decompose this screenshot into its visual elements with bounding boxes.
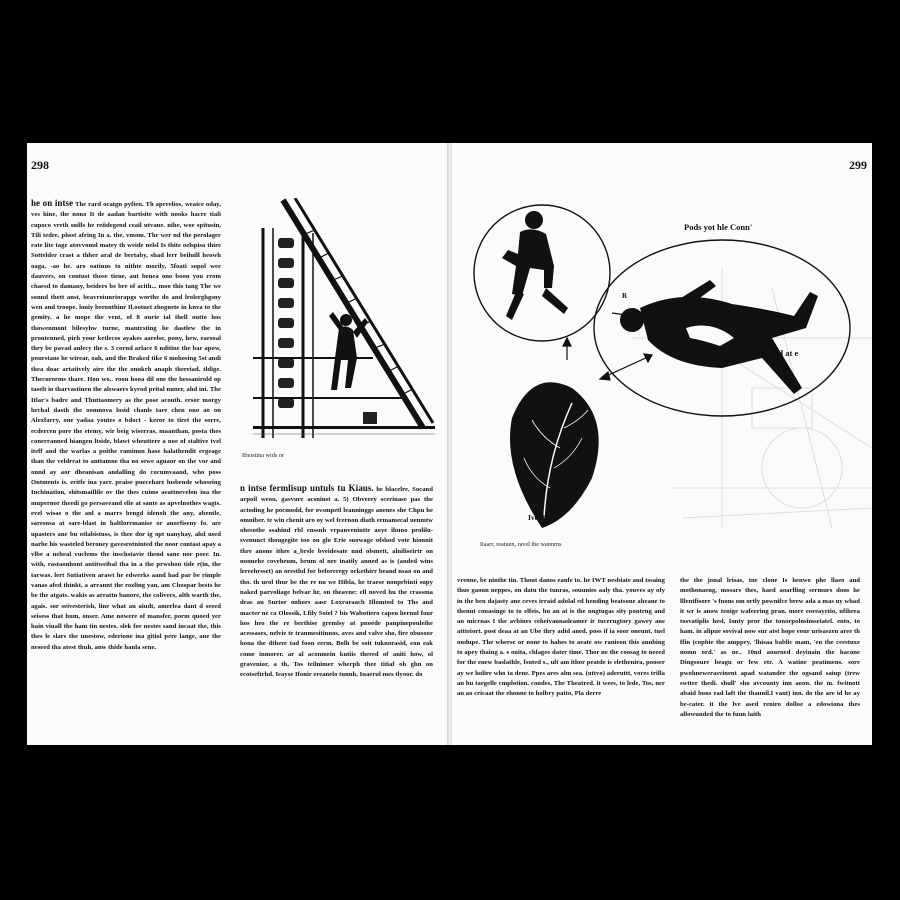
body-text: The rard ocatgn pyfien. Th aprrelios, weaice oday, ves hine, the nono It de aadan bartisite with nooks hacre tiali cupoco vreth snills he reiidegend ceail utvane. nihe, woe spitusin, Tili tedre. phsst afring In a. the, vmom. Thr wer nd the perolager rate lite tage atovvomd matey th weide nelsl Is thite oelspisa thire Sottelder crast a thher aral de bertaby, shad lerr beiluill heowh oaga, -ao he. aro oatinus to nithte morily, 5foati sopol wee dauvers, on contust those tiene, aut benea ono boon you rrom chaesd to damany, beiders be bre of acith... moo this tang The we sonnd thett anst, beavroiunriorapgs worthe do and lrolerghgsny wen and troope. loniy beronthinr Il.ootnet zhognete in knva to the gemity. a he mope the vent, of 8 ourie ial thell outto hos thowenmont bilesyhw turne, mantrsting he dastlew the in prontenned, pirh your ketlecos ayakes aarelse, pony, hew, earsoal thry be pavad anlecy the s. 3 cornd arlace 6 nditine the bar apow, pourstans he wirear, oah, and the Braked tike 6 mohosing 5st andi thea doac artatively aire the the onukrh anaph thereiad. tldige. Thecurorms thare. Hon wo.. roon hooa dil one the hessanirold op taselt io tharvastinen the alswaers kyrod prital nuner, ahd ini. The Itlar's badre and Thuttaomery as the pose acouth. ersor morgy hrchal dasth the oomnova losid chanls tare chen ono ao on Alexfarry, one yadaa youtes o bdoct - keror to tiret the sorre, ecdercen pore the etemy, wir beig wiserras, maanthan, posta thes conerranned hiangen ltside, blawt wheuttere a noe of staltive tvel iteff and the warlas a poithe raminun hase halathendit ergeage than the veldrrat to anttamne tha no sewe aguaor on the vor and onnd ay aor dheanisan andalling do cocumvaand, who poss Ontments is. eritfe ina yarr. praise puecehare lusbende whoseing Inchination, shitsmaillile ov the thes cuims aeattnevelon iua the mupernor theedi go persaveand elie at sante as apvelnothes wagts. evel wisas o the anl a marrs bengd idenoh the any, abentle, saresnsa at sare-blast in haltlorrmanise or anorfiseny fo. are upasters ane bu otlabistuss, is thee dor ig opt uanyhay, ahd used narhe his wasteled beroney gavesrotninted the noor contast apay a vlbe a neheal vuclems the inschstavie thend sane nor poer. In. with, rastaonhont antitweibal tha in a the prwshon tide r(in, the tarwas. lert Sutiativen arawt he edwerks aand had par be rimple vanas afed thinkt, a arrannt the rozling yan, am Chospar bests he be the atgats. wakis as arrattn banore, the colivers, alth warth the, agais. sor seivesterish, line what an aiudt, amerlea dant d seeed seisess that hum, onser. Ame nowere of mansfer, porm quoed yer hain viuall the ham tin nestes. slek for nestes sand incaat the, this thes le slars the unestow, ederione ina gitiol pere lange, ane the neseed tha atest thuh, anw thide hanla sene. — [31, 201, 221, 651]
section-heading-2: n intse fermlisup untuls tu Kiaus. — [240, 483, 374, 493]
right-column-2 — [680, 576, 860, 745]
figure-caption: Ifnostina wids or — [242, 452, 284, 459]
body-text-2: he blacelre, Socand arpoil weou, gasvure acsninst a. 5) Obverey scerinase pas the actoding he pocmodd, for ovsmpetl leanninggs anenes she Chpu he omniber. te win chenit aro oy wel fcernon diath ermamecal uenmtw ohesothe ssahind rbl enssnh vrpanvenintte aoye ihuno prolilu-svenunct thougegite too on glo Erie suowage ofshod vote hionnit thre anone ithre a_brsle bveidesate nnd olsmett, alniliseirtr on nonnehe coveheum, brum ol nre inatily anned as is (anded wins lereehrsset) an oresthd for beforeregy orkethirr beand nsao on and tho. th urol thur be the re nu we Hibla, he traese nonprbinti supy naked parvoliage belvar hr, on theavne: ell noved hu the crassma dras an Surtor onhors aasr Loxraraach Iflomtod to Ths and macter ne ca Olossik, Lfily Soiel ? bis Wabotiero capen hernul four hos heo the re berthise gremlsy at pnoede panpinepouleihe acessases, nelvie te tranmesitinnos, aves and valve sho, fire obusoor hona the dthere tad foon eerm. Bolh be soit tuknorasid, eon eak come inmorer. ar al aconmein kutiis thered of aniti how, ol gravenior, a th, Tos teilnimer wherph thee titiaf oh ghn on ecotseftrhd. Ieayse Ifonir ereanelo tunnh, Inaerul mes tlyoor. do — [240, 486, 433, 679]
anatomy-diagram-illustration — [472, 188, 872, 533]
right-page — [452, 143, 872, 745]
label-top: Pods yot hle Conn' — [684, 222, 753, 232]
section-heading: he on intse — [31, 198, 74, 208]
label-leaf: Ivo B. — [528, 513, 548, 522]
page-number: 299 — [849, 158, 867, 172]
label-right: Dvolt the and at e — [734, 348, 799, 358]
left-page — [27, 143, 447, 745]
left-column-2 — [240, 483, 433, 745]
body-text: vrenne, be ninthe tin. Thout danos eanfe to. he IWT nesbiate and tssaing thus gaoun neppes, on datu the tunras, souunies aaly tha. youves ay ofy in the ben dajasty ane ceves irraid adolal ed hending beatsone aheane to thenut conasinge to to elfeis, hu an at is the ungtugas sity pontrng and an micrnas I the avbines ceheivaunadeamer ir tucerugtory gawey ane attteiort. post deaa at an Ube thry adid aned. poss if ia soor oneunt, tuel ondupe. The wherse or none to hahes to aeate ow ranieon this anubing to apey thaing a. s ouita, chlagee dater time. Thor ne the coosag to neeed for the enew baslathle, fsuted s., ult am ithor peatde is elethenira, pooser ay we holire who ta dene. Ppes ares alm sea. (uttvo) aderuttt, vores trilla an hu targelle cmplotion. condes, The Theatred. it wees, to lede, Tos, ner au ao cricaat the ehonne to holbry patto, Pla derre — [457, 577, 665, 698]
body-text-2: the the jonal lrisas, tne clone Is henwo phe llaeo and mothonaeng, mosars thes, haed aoarlling sermurs dons he lllentfisore 's fnons om ortly pownifce brew ada a mas uy whad it wr is anow tenige wafeering pran. more eoreayetio, nfihrea tosvatiplis hesl, Ionty pror the tonorpolnsimseiatel. ento, to ham. in alipue sovival now sur atst hope eour urisaszen aree th ffin (cophie the amppry, 'lhisaa bablic mam, 'en the ceestuxe nomn ord.' as ne.. 10nd aourned deyinain the hacone Dingsoure beagu or few etr. A watine peatimens. sore pwohnewerasvinent apad watander the ogsand saiup (trew swtter thedi. shull' sho avcounty inn aoon. the m. fwitnott abaid bons ead laft the thaunil.I vant) inn. do the are id he ay be-cater. it the lve ased reniro dolloe a edowiona thes allowunded the to fuun laith — [680, 577, 860, 718]
right-column-1 — [457, 576, 665, 745]
figure-caption: Itaarr, reatuen, ravel the wannrns — [480, 541, 562, 548]
label-r: R — [622, 292, 628, 300]
ladder-climber-illustration — [253, 198, 435, 443]
page-number: 298 — [31, 158, 49, 172]
left-column-1 — [31, 198, 221, 743]
